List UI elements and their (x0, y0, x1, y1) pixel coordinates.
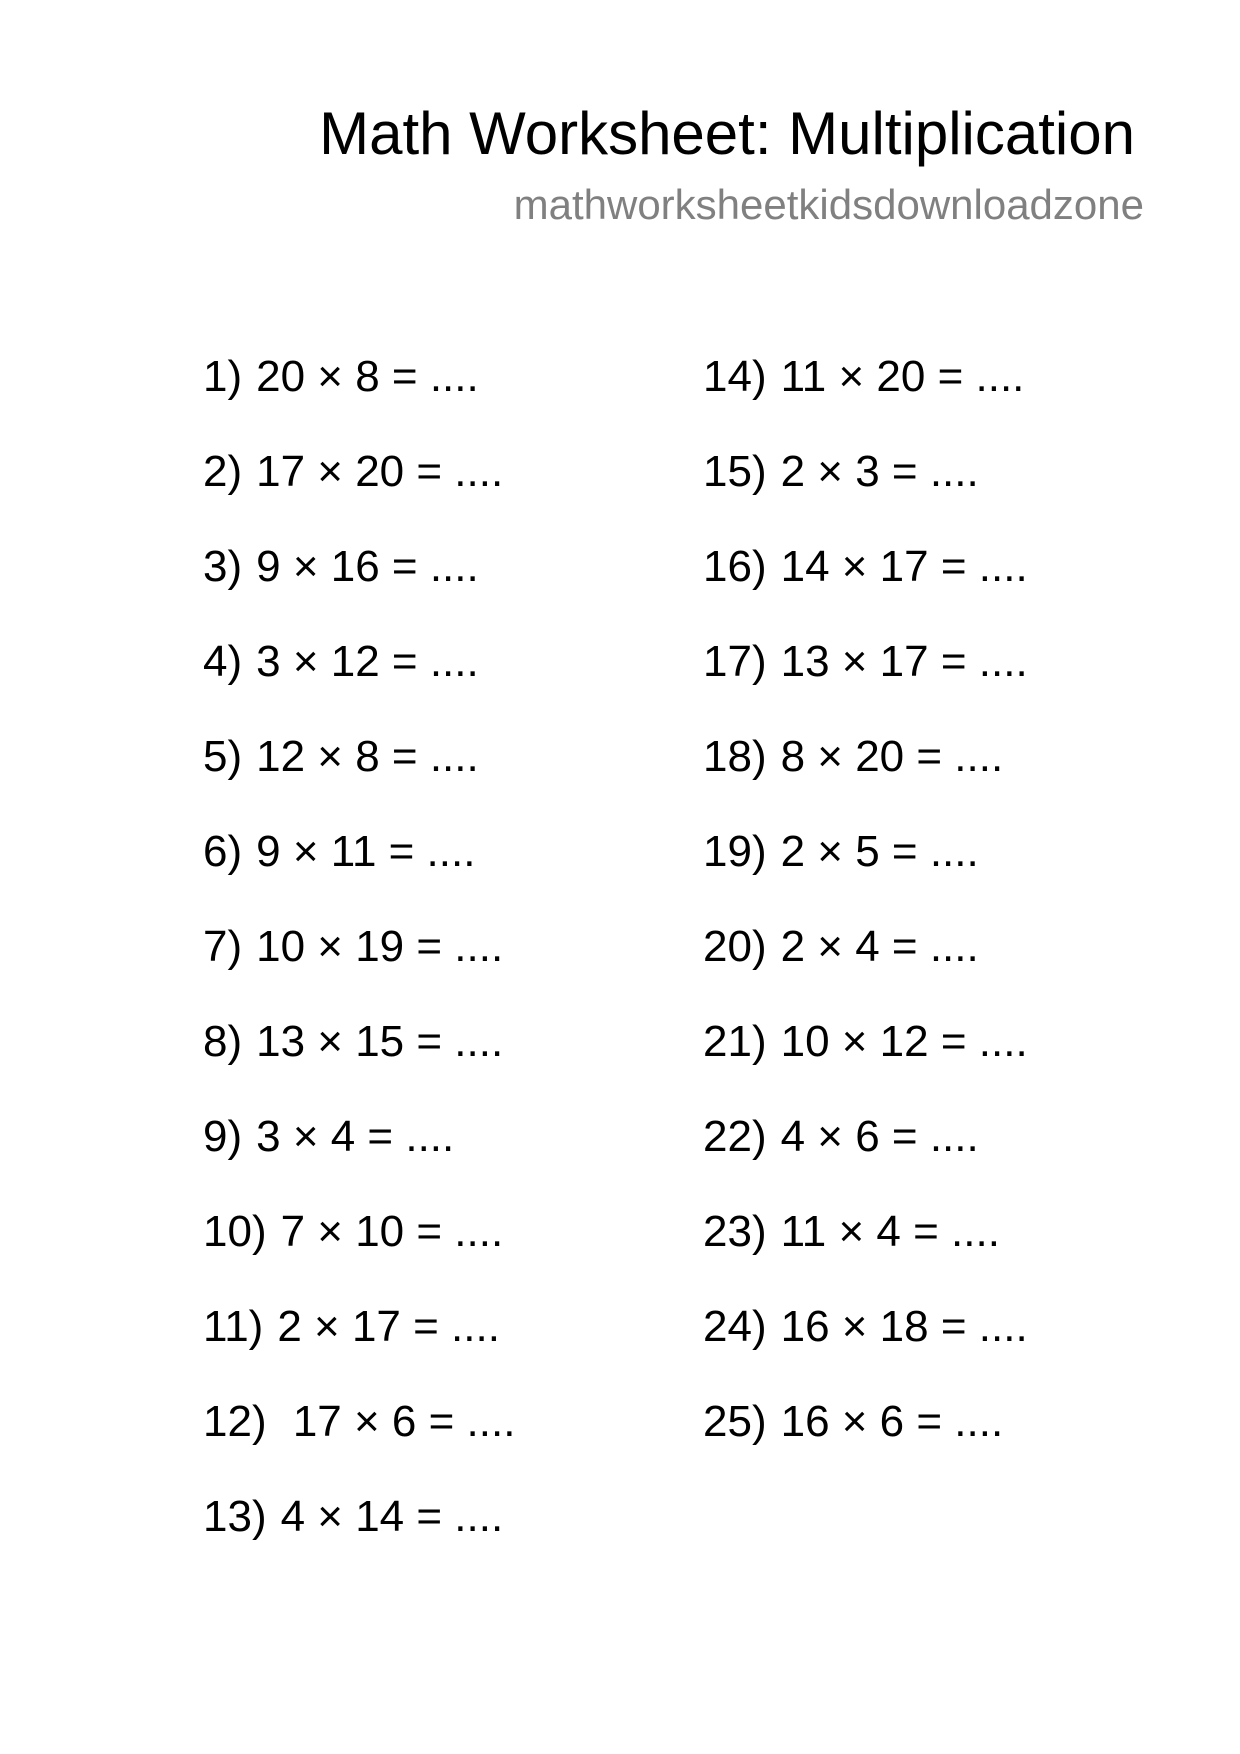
problems-right-column (703, 352, 1028, 1492)
problem-number: 23) (703, 1207, 767, 1256)
problem-expression: 14 × 17 = .... (780, 542, 1028, 591)
problem-number: 6) (203, 827, 243, 876)
problem-number: 3) (203, 542, 243, 591)
problem-item (203, 1207, 515, 1302)
problem-number: 8) (203, 1017, 243, 1066)
problem-expression: 2 × 3 = .... (780, 447, 979, 496)
problem-number: 19) (703, 827, 767, 876)
problem-expression: 3 × 4 = .... (256, 1112, 455, 1161)
problem-expression: 8 × 20 = .... (780, 732, 1004, 781)
problem-item (703, 922, 1028, 1017)
problem-number: 9) (203, 1112, 243, 1161)
problem-expression: 9 × 11 = .... (256, 827, 476, 876)
problem-item (703, 732, 1028, 827)
problem-expression: 11 × 20 = .... (780, 352, 1025, 401)
page-title: Math Worksheet: Multiplication (319, 100, 1135, 167)
problem-number: 24) (703, 1302, 767, 1351)
problem-number: 4) (203, 637, 243, 686)
problem-expression: 20 × 8 = .... (256, 352, 479, 401)
problem-expression: 16 × 6 = .... (780, 1397, 1004, 1446)
problem-item (703, 1112, 1028, 1207)
problem-number: 7) (203, 922, 243, 971)
problem-item (703, 1302, 1028, 1397)
problem-item (203, 1112, 515, 1207)
problem-number: 14) (703, 352, 767, 401)
problem-number: 17) (703, 637, 767, 686)
problem-expression: 13 × 15 = .... (256, 1017, 504, 1066)
problem-item (203, 1017, 515, 1112)
problem-expression: 17 × 20 = .... (256, 447, 504, 496)
problem-expression: 2 × 5 = .... (780, 827, 979, 876)
problem-number: 18) (703, 732, 767, 781)
site-watermark: mathworksheetkidsdownloadzone (513, 181, 1144, 228)
problem-expression: 9 × 16 = .... (256, 542, 479, 591)
problem-expression: 16 × 18 = .... (780, 1302, 1028, 1351)
problem-expression: 11 × 4 = .... (780, 1207, 1000, 1256)
problem-expression: 10 × 12 = .... (780, 1017, 1028, 1066)
problem-expression: 4 × 6 = .... (780, 1112, 979, 1161)
problem-item (703, 542, 1028, 637)
problem-item (703, 447, 1028, 542)
problem-item (203, 1302, 515, 1397)
problem-expression: 4 × 14 = .... (280, 1492, 504, 1541)
problems-left-column (203, 352, 515, 1587)
problem-item (703, 352, 1028, 447)
problem-item (203, 732, 515, 827)
problem-number: 25) (703, 1397, 767, 1446)
problem-number: 12) (203, 1397, 267, 1446)
problem-item (703, 637, 1028, 732)
problem-expression: 7 × 10 = .... (280, 1207, 504, 1256)
problem-item (203, 447, 515, 542)
problem-item (703, 1397, 1028, 1492)
problem-number: 15) (703, 447, 767, 496)
problem-item (203, 1492, 515, 1587)
problem-item (203, 542, 515, 637)
problem-item (703, 827, 1028, 922)
problem-item (703, 1017, 1028, 1112)
problem-item (203, 637, 515, 732)
problem-expression: 10 × 19 = .... (256, 922, 504, 971)
problem-number: 10) (203, 1207, 267, 1256)
problem-number: 22) (703, 1112, 767, 1161)
problem-number: 21) (703, 1017, 767, 1066)
problem-number: 1) (203, 352, 243, 401)
problem-item (203, 922, 515, 1017)
problem-number: 20) (703, 922, 767, 971)
problem-expression: 2 × 17 = .... (277, 1302, 500, 1351)
problem-expression: 12 × 8 = .... (256, 732, 479, 781)
problem-number: 13) (203, 1492, 267, 1541)
problem-expression: 2 × 4 = .... (780, 922, 979, 971)
problem-item (703, 1207, 1028, 1302)
problem-number: 16) (703, 542, 767, 591)
problem-expression: 17 × 6 = .... (280, 1397, 516, 1446)
problem-expression: 13 × 17 = .... (780, 637, 1028, 686)
problem-item (203, 827, 515, 922)
problem-number: 2) (203, 447, 243, 496)
problem-item (203, 1397, 515, 1492)
problem-number: 11) (203, 1302, 264, 1351)
problem-item (203, 352, 515, 447)
problem-expression: 3 × 12 = .... (256, 637, 479, 686)
problem-number: 5) (203, 732, 243, 781)
